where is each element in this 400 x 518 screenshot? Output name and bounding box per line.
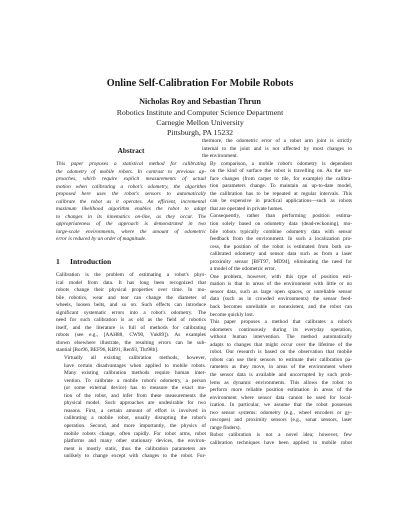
text-line: have certain disadvantages when applied to mobile robots. (64, 362, 206, 369)
text-line: shown elsewhere illustrate, the resulting errors can be sub- (56, 339, 206, 346)
affiliation-line: Pittsburgh, PA 15232 (166, 128, 234, 137)
author-affiliation (0, 108, 400, 138)
text-line: cess, the position of the robot is estimated from both un- (210, 243, 352, 250)
text-line: (or some external device) has to measure the exact mo- (64, 385, 206, 392)
text-line: robot. Our research is based on the observation that mobile (210, 349, 352, 356)
text-line: error is reduced by an order of magnitude. (56, 236, 147, 243)
text-line: mation is that in areas of the environment with little or no (210, 281, 352, 288)
text-line: One problem, however, with this type of position esti- (210, 273, 352, 280)
text-line: two sensor systems: odometry (e.g., wheel encoders or gy- (210, 409, 352, 416)
text-line: significant systematic errors into a robot's odometry. The (56, 309, 206, 316)
text-line: feedback from the environment. In such a localization pro- (210, 236, 352, 243)
text-line: become quickly lost. (210, 311, 254, 318)
left-column (56, 146, 206, 461)
text-line: Robot calibration is not a novel idea; however, few (210, 432, 352, 439)
text-line: Many existing calibration methods require human inter- (64, 370, 206, 377)
text-line: ization. In particular, we assume that the robot possesses (210, 402, 352, 409)
text-line: ical model from data. It has long been recognized that (56, 279, 206, 286)
right-paragraph-5 (202, 319, 352, 432)
text-line: calibration techniques have been applied to mobile robot (210, 439, 352, 446)
abstract-heading: Abstract (117, 147, 145, 155)
text-line: physical model. Such approaches are undesirable for two (64, 400, 206, 407)
text-line: can be expensive in practical applications—such as robots (210, 198, 352, 205)
text-line: calibrating a mobile robot, usually disrupting the robot's (64, 415, 206, 422)
text-line: without human intervention. The method automatically (210, 334, 352, 341)
text-line: Virtually all existing calibration methods, however, (64, 355, 206, 362)
intro-paragraph-2 (56, 355, 206, 461)
text-line: calibrated odometry and sensor data such as from a laser (210, 251, 352, 258)
text-line: roscopes) and proximity sensors (e.g., sonar sensors, laser (210, 417, 352, 424)
text-line: proposed here uses the robot's sensors to automatically (56, 191, 206, 198)
text-line: reasons. First, a certain amount of effort is involved in (64, 407, 206, 414)
text-line: ment is mostly static, thus the calibration parameters are (64, 445, 206, 452)
text-line: unlikely to change except with changes to the robot. Fur- (64, 453, 206, 460)
text-line: rameters as they move, in areas of the environment where (210, 364, 352, 371)
text-line: This paper proposes a statistical method for calibrating (56, 161, 206, 167)
text-line: tion parameters change. To maintain an up-to-date model, (210, 183, 352, 190)
text-line: face changes (from carpet to tile, for example) the calibra- (210, 175, 352, 182)
text-line: odometers continuously during its everyday operation, (210, 326, 352, 333)
paper-title: Online Self-Calibration For Mobile Robots (106, 78, 294, 89)
text-line: internal to the joint and is not affected by most changes to (202, 145, 352, 152)
text-line: bile robots typically combine odometry data with sensor (210, 228, 352, 235)
text-line: This paper proposes a method that calibrates a robot's (210, 319, 352, 326)
text-line: data (such as in crowded environments) the sensor feed- (210, 296, 352, 303)
text-line: appropriateness of the approach is demonstrated in two (56, 221, 206, 228)
section-title: Introduction (70, 257, 112, 267)
right-paragraph-3 (202, 213, 352, 273)
paper-authors: Nicholas Roy and Sebastian Thrun (139, 97, 261, 106)
text-line: adapts to changes that might occur over the lifetime of the (210, 341, 352, 348)
text-line: tion solely based on odometry data (dead-reckoning), mo- (210, 221, 352, 228)
text-line: back becomes unreliable or nonexistent, and the robot can (210, 304, 352, 311)
text-line: the environment. (202, 153, 238, 160)
right-paragraph-2 (202, 161, 352, 214)
text-line: Calibration is the problem of estimating a robot's phys- (56, 272, 206, 279)
text-line: platforms and many other stationary devices, the environ- (64, 438, 206, 445)
text-line: motion when calibrating a robot's odometry, the algorithm (56, 183, 206, 190)
text-line: stantial [Bor96, BEF96, KB91, Ren93, Thr98b]. (56, 347, 159, 354)
right-paragraph-1 (202, 138, 352, 161)
text-line: proximity sensor [BFT97, MD94], eliminating the need for (210, 258, 352, 265)
text-line: robots (see e.g., [AAH88, CW90, Vuk89]). As examples (56, 332, 206, 339)
affiliation-line: Carnegie Mellon University (156, 118, 244, 127)
text-line: By comparison, a mobile robot's odometry is dependent (210, 160, 352, 167)
text-line: thermore, the odometric error of a robot arm joint is strictly (202, 138, 352, 144)
text-line: wheels, loosen belts, and so on. Such effects can introduce (56, 302, 206, 309)
text-line: robots change their physical properties over time. In mo- (56, 287, 206, 294)
text-line: mobile robots change, often rapidly. For robot arms, robot (64, 430, 206, 437)
section-heading-introduction (56, 256, 206, 267)
text-line: a model of the odometric error. (210, 266, 276, 273)
text-line: lems as dynamic environments. This allows the robot to (210, 379, 352, 386)
text-line: on the kind of surface the robot is travelling on. As the sur- (210, 168, 352, 175)
text-line: tion of the robot, and infer from these measurements the (64, 392, 206, 399)
text-line: need for such calibration is as old as the field of robotics (56, 317, 206, 324)
text-line: sensor data, such as large open spaces, or unreliable sensor (210, 288, 352, 295)
right-paragraph-6 (202, 432, 352, 447)
text-line: proaches, which require explicit measurements of actual (56, 176, 206, 183)
intro-paragraph-1 (56, 272, 206, 355)
text-line: the odometry of mobile robots. In contrast to previous ap- (56, 168, 206, 175)
text-line: maximum likelihood algorithm enables the robot to adapt (56, 206, 206, 213)
text-line: to changes in its kinematics on-line, as they occur. The (56, 213, 206, 220)
text-line: range finders). (210, 424, 241, 431)
text-line: Consequently, rather than performing position estima- (210, 213, 352, 220)
text-line: vention. To calibrate a mobile robot's odometry, a person (64, 377, 206, 384)
text-line: environment where sensor data cannot be used for local- (210, 394, 352, 401)
abstract-text (56, 161, 206, 244)
text-line: operation. Second, and more importantly, the physics of (64, 422, 206, 429)
text-line: itself, and the literature is full of methods for calibrating (56, 324, 206, 331)
text-line: the calibration has to be repeated at regular intervals. This (210, 190, 352, 197)
text-line: the sensor data is available and uncorrupted by such prob- (210, 371, 352, 378)
text-line: perform more reliable position estimation in areas of the (210, 387, 352, 394)
text-line: robots can use their sensors to estimate their calibration pa- (210, 356, 352, 363)
text-line: bile robotics, wear and tear can change the diameter of (56, 294, 206, 301)
right-paragraph-4 (202, 274, 352, 319)
text-line: that are operated in private homes. (210, 205, 284, 212)
affiliation-line: Robotics Institute and Computer Science Department (116, 108, 284, 117)
text-line: calibrate the robot as it operates. An efficient, incremental (56, 198, 206, 205)
section-number: 1 (56, 257, 60, 267)
right-column (202, 138, 352, 447)
text-line: large-scale environments, where the amount of odometric (56, 228, 206, 235)
